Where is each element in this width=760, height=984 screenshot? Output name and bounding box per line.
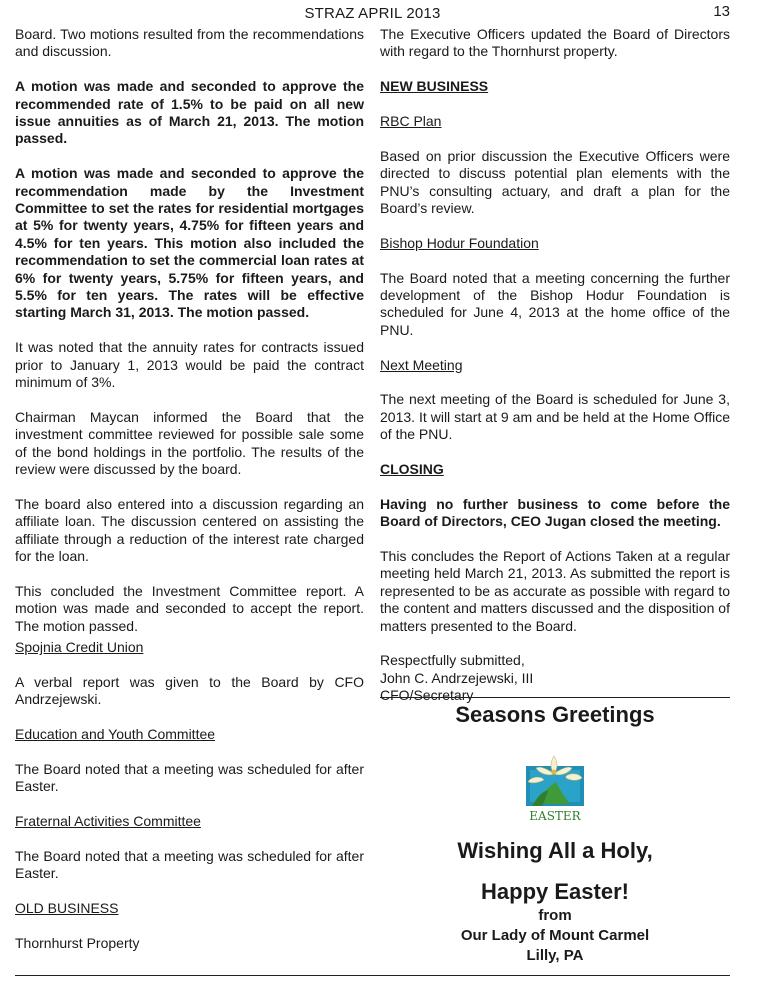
greeting-wish-line-1: Wishing All a Holy,	[457, 838, 653, 863]
paragraph: This concluded the Investment Committee report. A motion was made and seconded to accept the report. The motion passed.	[15, 582, 364, 634]
easter-greeting	[380, 700, 730, 966]
heading-fraternal-activities: Fraternal Activities Committee	[15, 813, 201, 830]
paragraph: Based on prior discussion the Executive Officers were directed to discuss potential plan elements with the PNU’s consulting actuary, and draft a plan for the Board’s review.	[380, 147, 730, 217]
paragraph: The board also entered into a discussion regarding an affiliate loan. The discussion centered on assisting the affiliate through a reduction of the interest rate charged for the loan.	[15, 495, 364, 565]
heading-education-youth: Education and Youth Committee	[15, 726, 216, 743]
paragraph: The next meeting of the Board is scheduled for June 3, 2013. It will start at 9 am and be held at the Home Office of the PNU.	[380, 391, 730, 443]
paragraph: A verbal report was given to the Board by CFO Andrzejewski.	[15, 673, 364, 708]
heading-spojnia-credit-union: Spojnia Credit Union	[15, 639, 144, 656]
greeting-town: Lilly, PA	[526, 947, 584, 964]
motion-annuity-rate: A motion was made and seconded to approve the recommended rate of 1.5% to be paid on all new issue annuities as of March 21, 2013. The motion passed.	[15, 78, 364, 147]
heading-bishop-hodur-foundation: Bishop Hodur Foundation	[380, 234, 539, 251]
heading-rbc-plan: RBC Plan	[380, 113, 442, 129]
paragraph: This concludes the Report of Actions Taken at a regular meeting held March 21, 2013. As submitted the report is represented to be as accurate as possible with regard to the content and matters discussed and the disposition of matters presented to the Board.	[380, 548, 730, 634]
paragraph: Board. Two motions resulted from the recommendations and discussion.	[15, 26, 364, 60]
paragraph: The Board noted that a meeting was scheduled for after Easter.	[15, 760, 364, 795]
paragraph: It was noted that the annuity rates for contracts issued prior to January 1, 2013 would be paid the contract minimum of 3%.	[15, 339, 364, 391]
paragraph: Chairman Maycan informed the Board that the investment committee reviewed for possible sale some of the bond holdings in the portfolio. The results of the review were discussed by the board.	[15, 408, 364, 478]
right-column	[380, 26, 730, 705]
greeting-wish-line-2: Happy Easter!	[481, 879, 629, 904]
page-bottom-divider	[15, 975, 730, 976]
paragraph: Thornhurst Property	[15, 934, 140, 951]
heading-next-meeting: Next Meeting	[380, 356, 463, 373]
greeting-heading: Seasons Greetings	[455, 702, 655, 727]
heading-closing: CLOSING	[380, 461, 444, 478]
greeting-parish: Our Lady of Mount Carmel	[460, 927, 650, 944]
page-header	[15, 5, 730, 25]
heading-old-business: OLD BUSINESS	[15, 900, 119, 917]
paragraph: The Executive Officers updated the Board of Directors with regard to the Thornhurst property.	[380, 26, 730, 60]
paragraph: The Board noted that a meeting concerning the further development of the Bishop Hodur Foundation is scheduled for June 4, 2013 at the home office of the PNU.	[380, 269, 730, 338]
newsletter-title: STRAZ APRIL 2013	[304, 5, 441, 22]
easter-logo-text: EASTER	[529, 809, 581, 823]
section-divider	[380, 697, 730, 698]
easter-lily-icon	[520, 746, 590, 824]
paragraph: The Board noted that a meeting was scheduled for after Easter.	[15, 847, 364, 882]
signature-title: CFO/Secretary	[380, 687, 474, 704]
motion-mortgage-rates: A motion was made and seconded to approve the recommendation made by the Investment Committee to set the rates for residential mortgages at 5% for twenty years, 4.75% for fifteen years and 4.5% for ten years. This motion also included the recommendation to set the commercial loan rates at 6% for twenty years, 5.75% for fifteen years, and 5.5% for ten years. The rates will be effective starting March 31, 2013. The motion passed.	[15, 165, 364, 321]
closing-statement: Having no further business to come before the Board of Directors, CEO Jugan closed the meeting.	[380, 495, 730, 530]
page-number: 13	[713, 3, 730, 20]
signature-line: Respectfully submitted,	[380, 652, 525, 669]
signature-name: John C. Andrzejewski, III	[380, 669, 534, 686]
greeting-from: from	[538, 907, 572, 924]
heading-new-business: NEW BUSINESS	[380, 78, 489, 95]
left-column	[15, 26, 364, 970]
